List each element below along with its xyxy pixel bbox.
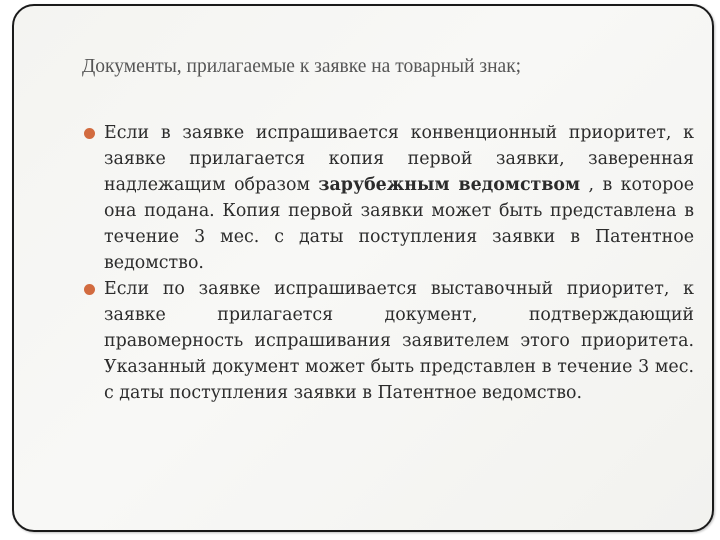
- bullet-text: [104, 123, 694, 273]
- bullet-dot-icon: [84, 284, 95, 295]
- bullet-text-end: , в которое она подана. Копия первой заявки может быть представлена в течение 3 мес. с даты поступления заявки в Патентное ведомство.: [104, 175, 695, 273]
- bullet-text: Если по заявке испрашивается выставочный приоритет, к заявке прилагается документ, подтверждающий правомерность испрашивания заявителем этого приоритета. Указанный документ может быть представлен в течение 3 мес. с даты поступления заявки в Патентное ведомство.: [104, 279, 694, 403]
- slide-frame: [12, 4, 714, 532]
- bullet-dot-icon: [84, 128, 95, 139]
- bullet-item-convention-priority: [104, 120, 694, 276]
- bullet-text-emphasis: зарубежным ведомством: [318, 175, 581, 195]
- slide-title: Документы, прилагаемые к заявке на товарный знак;: [82, 56, 522, 77]
- bullet-list: [104, 120, 694, 406]
- bullet-text-start: Если в заявке испрашивается конвенционный приоритет, к заявке прилагается копия первой заявки, заверенная надлежащим образом: [104, 123, 694, 195]
- bullet-item-exhibition-priority: [104, 276, 694, 406]
